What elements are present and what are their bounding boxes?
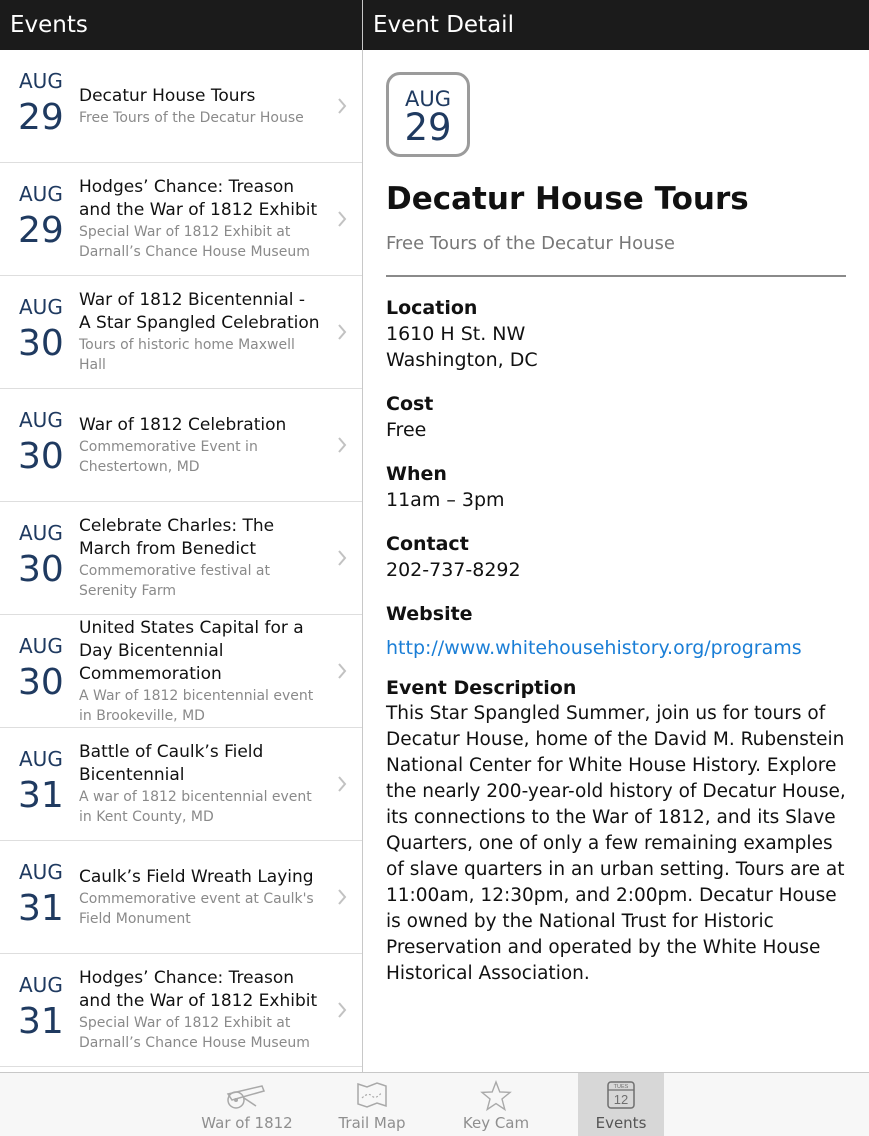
- event-month: AUG: [19, 747, 63, 771]
- event-title: War of 1812 Celebration: [79, 414, 287, 435]
- calendar-icon: [606, 1080, 636, 1110]
- chevron-right-icon: [337, 663, 347, 679]
- event-title: Battle of Caulk’s Field Bicentennial: [79, 742, 264, 785]
- event-detail-panel: [386, 72, 848, 987]
- tab-trail-map[interactable]: [322, 1073, 422, 1136]
- event-month: AUG: [19, 973, 63, 997]
- cost-value: Free: [386, 419, 427, 441]
- event-title: Hodges’ Chance: Treason and the War of 1812 Exhibit: [79, 968, 318, 1011]
- date-badge: [386, 72, 470, 157]
- event-detail-header: Event Detail: [363, 0, 869, 50]
- tab-label: Events: [595, 1114, 647, 1132]
- event-day: 30: [18, 323, 64, 364]
- event-day: 31: [18, 1001, 64, 1042]
- event-day: 30: [18, 662, 64, 703]
- event-day: 31: [18, 888, 64, 929]
- event-row[interactable]: [0, 728, 362, 841]
- when-label: When: [386, 463, 447, 485]
- event-subtitle: Tours of historic home Maxwell Hall: [79, 337, 295, 373]
- event-subtitle: Special War of 1812 Exhibit at Darnall’s Chance House Museum: [79, 1015, 310, 1051]
- event-month: AUG: [19, 182, 63, 206]
- event-row[interactable]: [0, 502, 362, 615]
- event-row[interactable]: [0, 841, 362, 954]
- event-title: United States Capital for a Day Bicentennial Commemoration: [79, 617, 304, 684]
- tab-label: War of 1812: [201, 1114, 293, 1132]
- event-subtitle: Free Tours of the Decatur House: [79, 109, 304, 126]
- event-day: 30: [18, 436, 64, 477]
- date-badge-day: 29: [404, 106, 452, 149]
- website-label: Website: [386, 603, 473, 625]
- star-icon: [480, 1080, 512, 1112]
- chevron-right-icon: [337, 437, 347, 453]
- chevron-right-icon: [337, 776, 347, 792]
- location-label: Location: [386, 297, 478, 319]
- event-day: 29: [18, 97, 64, 138]
- chevron-right-icon: [337, 889, 347, 905]
- event-subtitle: Special War of 1812 Exhibit at Darnall’s Chance House Museum: [79, 224, 310, 260]
- calendar-icon-day: TUES: [613, 1084, 629, 1090]
- tab-bar: [0, 1072, 869, 1136]
- event-row[interactable]: [0, 389, 362, 502]
- event-subtitle: A War of 1812 bicentennial event in Brookeville, MD: [79, 687, 314, 724]
- event-subtitle: A war of 1812 bicentennial event in Kent County, MD: [79, 789, 312, 825]
- event-title: War of 1812 Bicentennial - A Star Spangled Celebration: [79, 290, 320, 333]
- contact-phone[interactable]: 202-737-8292: [386, 559, 521, 581]
- chevron-right-icon: [337, 324, 347, 340]
- tab-label: Key Cam: [462, 1114, 530, 1132]
- when-value: 11am – 3pm: [386, 489, 505, 511]
- detail-divider: [386, 275, 846, 277]
- event-day: 29: [18, 210, 64, 251]
- detail-subtitle: Free Tours of the Decatur House: [386, 233, 675, 254]
- chevron-right-icon: [337, 550, 347, 566]
- description-text: This Star Spangled Summer, join us for tours of Decatur House, home of the David M. Rubenstein National Center for White House History. Explore the nearly 200-year-old history of Decatur House, its connections to the War of 1812, and its Slave Quarters, one of only a few remaining examples of slave quarters in an urban setting. Tours are at 11:00am, 12:30pm, and 2:00pm. Decatur House is owned by the National Trust for Historic Preservation and operated by the White House Historical Association.: [386, 703, 846, 984]
- split-divider: [362, 0, 363, 1072]
- chevron-right-icon: [337, 98, 347, 114]
- event-row[interactable]: [0, 615, 362, 728]
- event-subtitle: Commemorative event at Caulk's Field Monument: [79, 890, 314, 927]
- event-subtitle: Commemorative Event in Chestertown, MD: [79, 438, 258, 475]
- tab-label: Trail Map: [338, 1114, 406, 1132]
- event-row[interactable]: [0, 276, 362, 389]
- location-line1: 1610 H St. NW: [386, 323, 526, 345]
- tab-war-of-1812[interactable]: [197, 1073, 297, 1136]
- event-title: Caulk’s Field Wreath Laying: [79, 866, 314, 887]
- cannon-icon: [222, 1080, 272, 1110]
- event-title: Hodges’ Chance: Treason and the War of 1812 Exhibit: [79, 177, 318, 220]
- detail-title: Decatur House Tours: [386, 181, 749, 217]
- event-month: AUG: [19, 408, 63, 432]
- event-month: AUG: [19, 634, 63, 658]
- contact-label: Contact: [386, 533, 469, 555]
- tab-events[interactable]: [578, 1073, 664, 1136]
- event-day: 30: [18, 549, 64, 590]
- tab-key-cam[interactable]: [446, 1073, 546, 1136]
- event-month: AUG: [19, 860, 63, 884]
- event-month: AUG: [19, 295, 63, 319]
- calendar-icon-date: 12: [613, 1092, 629, 1107]
- chevron-right-icon: [337, 211, 347, 227]
- date-badge-month: AUG: [404, 87, 451, 111]
- event-month: AUG: [19, 69, 63, 93]
- event-row[interactable]: [0, 954, 362, 1067]
- website-link[interactable]: http://www.whitehousehistory.org/programs: [386, 637, 802, 659]
- cost-label: Cost: [386, 393, 434, 415]
- event-month: AUG: [19, 521, 63, 545]
- event-subtitle: Commemorative festival at Serenity Farm: [79, 563, 270, 599]
- chevron-right-icon: [337, 1002, 347, 1018]
- events-header: Events: [0, 0, 362, 50]
- event-title: Celebrate Charles: The March from Benedict: [79, 516, 275, 559]
- event-day: 31: [18, 775, 64, 816]
- event-title: Decatur House Tours: [79, 85, 256, 106]
- description-label: Event Description: [386, 677, 577, 699]
- map-icon: [354, 1080, 390, 1110]
- event-row[interactable]: [0, 50, 362, 163]
- events-list: [0, 50, 362, 1072]
- location-line2: Washington, DC: [386, 349, 538, 371]
- event-row[interactable]: [0, 163, 362, 276]
